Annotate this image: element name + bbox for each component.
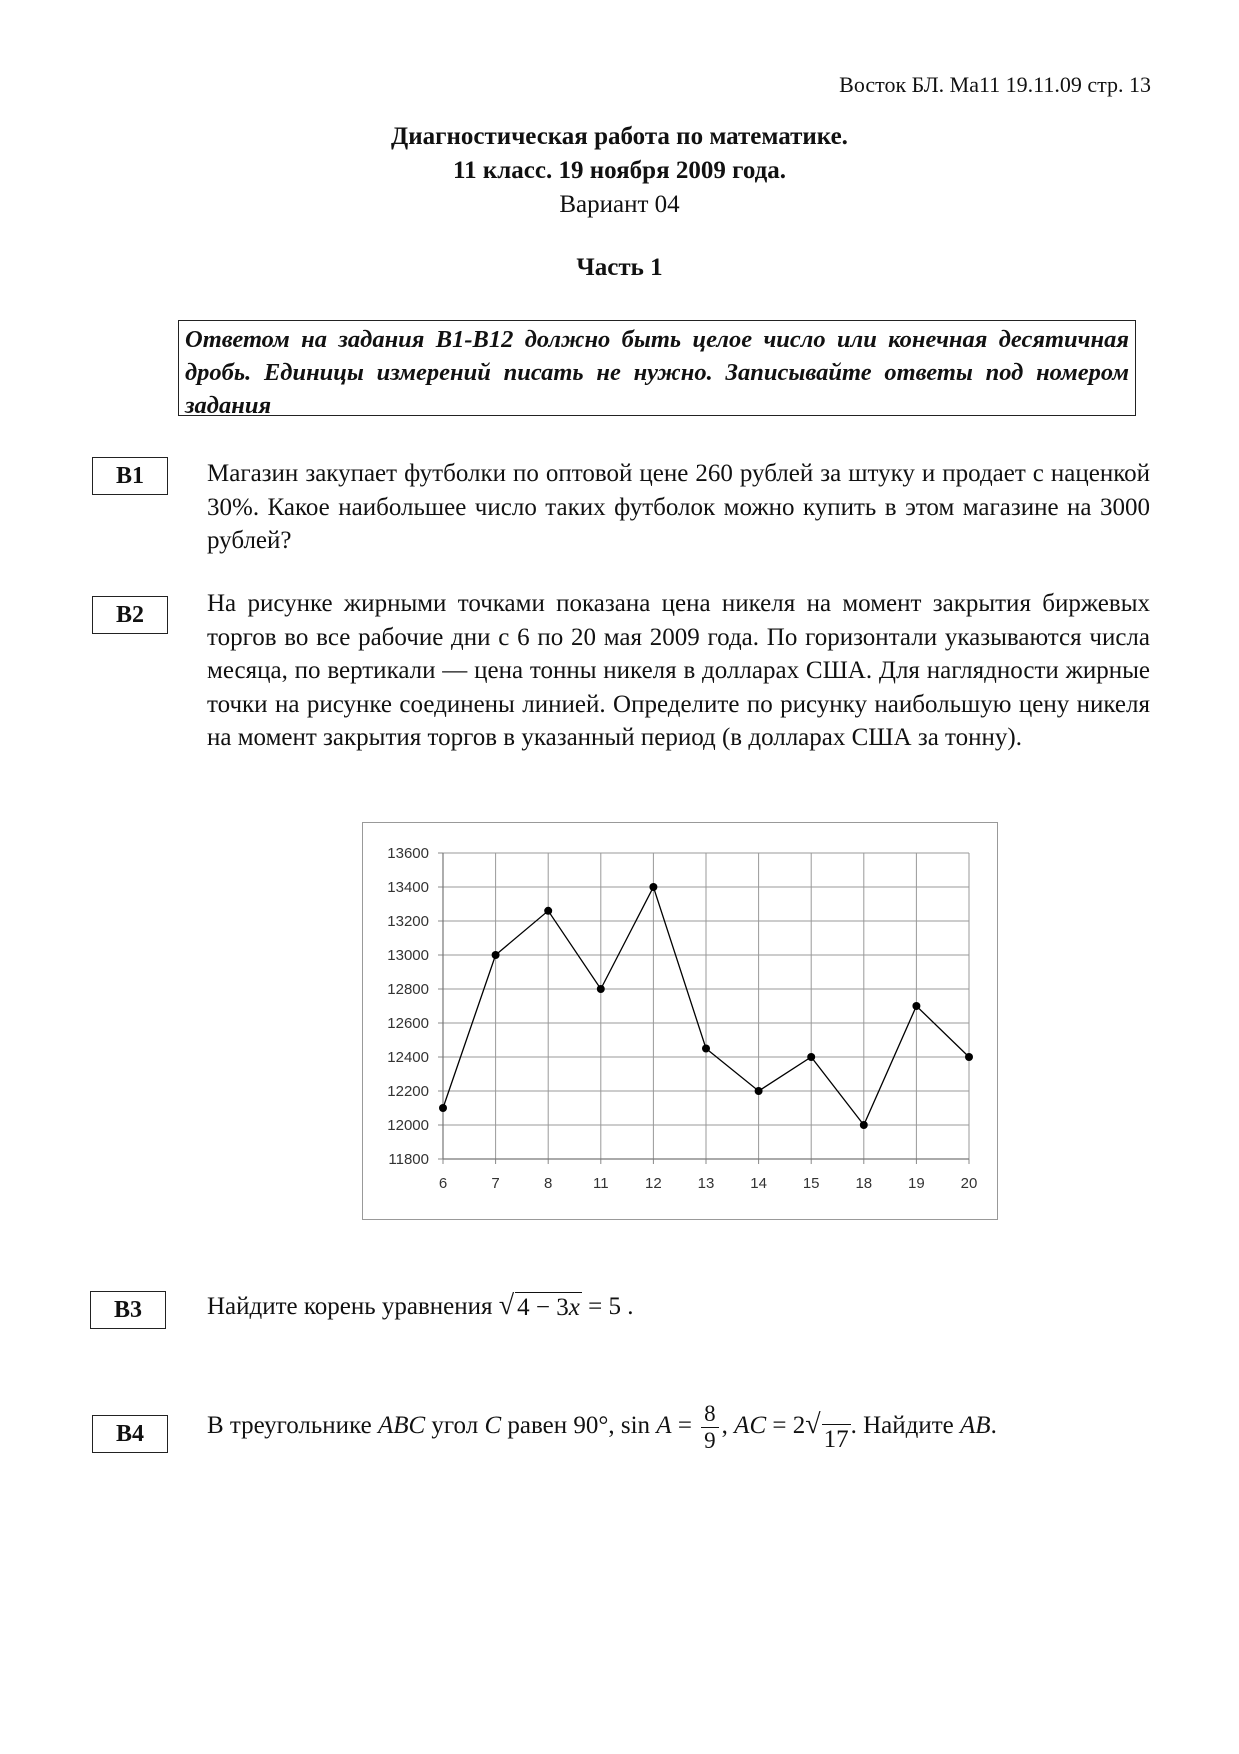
data-point	[702, 1045, 710, 1053]
task-text-b3	[207, 1289, 1150, 1324]
nickel-price-chart	[362, 822, 998, 1220]
data-point	[965, 1053, 973, 1061]
b4-triangle: ABC	[377, 1412, 426, 1439]
b4-angle-text: угол	[431, 1412, 479, 1439]
y-tick-label: 12600	[387, 1015, 429, 1032]
x-tick-label: 19	[908, 1175, 925, 1192]
task-text-b4	[207, 1395, 1150, 1456]
sqrt-symbol: √	[498, 1290, 515, 1321]
b3-radicand-a: 4 − 3	[517, 1294, 569, 1321]
x-tick-label: 15	[802, 1175, 820, 1192]
b3-radicand	[515, 1292, 582, 1323]
y-tick-label: 13400	[387, 879, 429, 896]
x-tick-label: 6	[438, 1175, 448, 1192]
b3-variable: x	[568, 1294, 580, 1321]
variant-label: Вариант 04	[559, 191, 680, 218]
task-text-b2: На рисунке жирными точками показана цена никеля на момент закрытия биржевых торгов во все рабочие дни с 6 по 20 мая 2009 года. По горизонтали указываются числа месяца, по вертикали — цена тонны никеля в долларах США. Для наглядности жирные точки на рисунке соединены линией. Определите по рисунку наибольшую цену никеля на момент закрытия торгов в указанный период (в долларах США за тонну).	[207, 590, 1150, 751]
x-tick-label: 11	[593, 1175, 609, 1192]
b4-eq: =	[671, 1412, 692, 1439]
x-tick-label: 14	[750, 1175, 767, 1192]
b4-comma: ,	[721, 1412, 728, 1439]
data-point	[807, 1053, 815, 1061]
data-point	[912, 1002, 920, 1010]
y-tick-label: 13000	[387, 947, 429, 964]
b4-side-ac: AC	[734, 1412, 767, 1439]
task-badge-b3: В3	[90, 1291, 166, 1329]
document-subtitle: 11 класс. 19 ноября 2009 года.	[452, 157, 787, 184]
b4-fraction	[701, 1401, 719, 1454]
b4-angle-a: A	[656, 1412, 672, 1439]
b4-find-text: . Найдите	[850, 1412, 954, 1439]
title-block	[0, 120, 1239, 222]
x-tick-label: 7	[491, 1175, 500, 1192]
b3-rhs: = 5	[581, 1293, 621, 1320]
task-badge-b1: В1	[92, 457, 168, 495]
data-point	[649, 883, 657, 891]
y-tick-label: 13600	[387, 845, 429, 862]
b4-prefix: В треугольнике	[207, 1412, 372, 1439]
sqrt-symbol: √	[805, 1409, 821, 1440]
y-tick-label: 11800	[388, 1151, 429, 1168]
b4-equals-text: равен 90°, sin	[507, 1412, 651, 1439]
b4-sqrt	[805, 1395, 850, 1455]
page-header-reference: Восток БЛ. Ма11 19.11.09 стр. 13	[839, 72, 1151, 97]
data-point	[492, 951, 500, 959]
b3-sqrt	[499, 1289, 582, 1323]
y-tick-label: 12000	[387, 1117, 429, 1134]
data-point	[439, 1104, 447, 1112]
b3-prefix: Найдите корень уравнения	[207, 1293, 493, 1320]
b4-frac-den: 9	[704, 1427, 716, 1453]
b4-vertex-c: C	[484, 1412, 502, 1439]
x-tick-label: 12	[645, 1175, 662, 1192]
task-text-b1: Магазин закупает футболки по оптовой цене 260 рублей за штуку и продает с наценкой 30%. Какое наибольшее число таких футболок можно купить в этом магазине на 3000 рублей?	[207, 460, 1150, 554]
data-point	[544, 907, 552, 915]
task-badge-b4: В4	[92, 1415, 168, 1453]
b4-frac-num: 8	[701, 1401, 719, 1428]
b4-ac-eq: = 2	[766, 1412, 806, 1439]
b3-suffix: .	[627, 1293, 634, 1320]
task-badge-b2: В2	[92, 596, 168, 634]
instructions-box: Ответом на задания В1-В12 должно быть целое число или конечная десятичная дробь. Единицы измерений писать не нужно. Записывайте ответы под номером задания	[178, 320, 1136, 416]
x-tick-label: 20	[960, 1175, 978, 1192]
y-tick-label: 12800	[387, 981, 429, 998]
data-point	[755, 1087, 763, 1095]
y-tick-label: 12200	[387, 1083, 429, 1100]
b4-side-ab: AB	[960, 1412, 991, 1439]
part-title: Часть 1	[576, 254, 663, 281]
data-point	[597, 985, 605, 993]
document-title: Диагностическая работа по математике.	[391, 123, 848, 150]
x-tick-label: 18	[855, 1175, 873, 1192]
y-tick-label: 12400	[387, 1049, 429, 1066]
chart-svg	[363, 823, 995, 1217]
b4-end: .	[990, 1412, 997, 1439]
y-tick-label: 13200	[387, 913, 429, 930]
x-tick-label: 8	[544, 1175, 553, 1192]
b4-radicand: 17	[823, 1426, 849, 1453]
x-tick-label: 13	[697, 1175, 715, 1192]
data-point	[860, 1121, 868, 1129]
